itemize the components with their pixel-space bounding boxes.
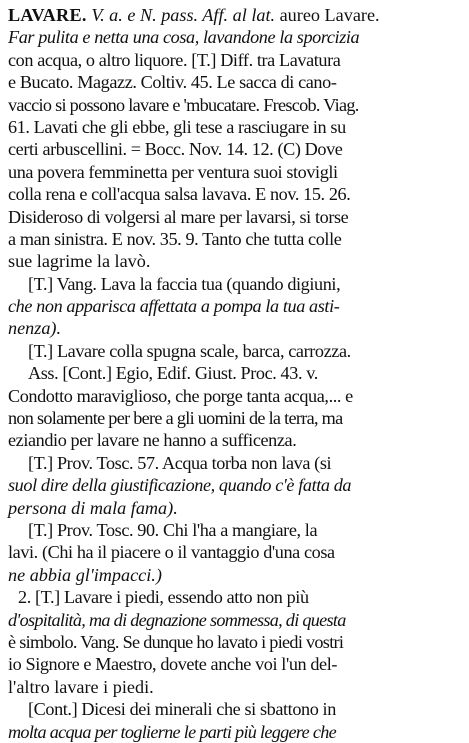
latin-note: aureo Lavare. [279, 5, 380, 25]
text-line: [Cont.] Dicesi dei minerali che si sbattono in [28, 699, 336, 720]
text-line: non solamente per bere a gli uomini de la terra, ma [8, 408, 343, 429]
definition-line: Far pulita e netta una cosa, lavandone la sporcizia [8, 27, 360, 48]
sense-2-line: 2. [T.] Lavare i piedi, essendo atto non più [18, 587, 309, 608]
text-line: Ass. [Cont.] Egio, Edif. Giust. Proc. 43. v. [28, 363, 318, 384]
text-line: colla rena e coll'acqua salsa lavava. E nov. 15. 26. [8, 184, 351, 205]
text-line: eziandio per lavare ne hanno a sufficenza. [8, 430, 297, 451]
text-line: l'altro lavare i piedi. [8, 676, 154, 697]
text-line: nenza). [8, 318, 62, 339]
text-line: sue lagrime la lavò. [8, 251, 151, 272]
headword: LAVARE. [8, 5, 87, 25]
text-line: con acqua, o altro liquore. [T.] Diff. tra Lavatura [8, 49, 341, 70]
grammar-note: V. a. e N. pass. Aff. al lat. [86, 5, 280, 25]
text-line: ne abbia gl'impacci.) [8, 564, 162, 585]
text-line: suol dire della giustificazione, quando c'è fatta da [8, 475, 352, 496]
text-line: [T.] Lavare colla spugna scale, barca, carrozza. [28, 340, 351, 361]
text-line: [T.] Vang. Lava la faccia tua (quando digiuni, [28, 273, 341, 294]
text-line: una povera femminetta per ventura suoi stovigli [8, 161, 338, 182]
text-line: che non apparisca affettata a pompa la tua asti- [8, 296, 340, 317]
text-line: Disideroso di volgersi al mare per lavarsi, si torse [8, 206, 349, 227]
text-line: e Bucato. Magazz. Coltiv. 45. Le sacca di cano- [8, 72, 337, 93]
text-line: io Signore e Maestro, dovete anche voi l'un del- [8, 654, 338, 675]
text-line: [T.] Prov. Tosc. 90. Chi l'ha a mangiare, la [28, 519, 318, 540]
text-line: è simbolo. Vang. Se dunque ho lavato i piedi vostri [8, 631, 344, 652]
text-line: a man sinistra. E nov. 35. 9. Tanto che tutta colle [8, 228, 342, 249]
text-line: lavi. (Chi ha il piacere o il vantaggio d'una cosa [8, 542, 335, 563]
text-line: d'ospitalità, ma di degnazione sommessa, di questa [8, 609, 346, 630]
entry-header-line [8, 4, 461, 26]
text-line: 61. Lavati che gli ebbe, gli tese a rasciugare in su [8, 116, 346, 137]
text-line: vaccio si possono lavare e 'mbucatare. Frescob. Viag. [8, 94, 359, 115]
text-line: [T.] Prov. Tosc. 57. Acqua torba non lava (si [28, 452, 332, 473]
text-line: certi arbuscellini. = Bocc. Nov. 14. 12. (C) Dove [8, 139, 343, 160]
text-line: molta acqua per toglierne le parti più leggere che [8, 721, 336, 742]
text-line: Condotto maraviglioso, che porge tanta acqua,... e [8, 385, 353, 406]
text-line: persona di mala fama). [8, 497, 178, 518]
